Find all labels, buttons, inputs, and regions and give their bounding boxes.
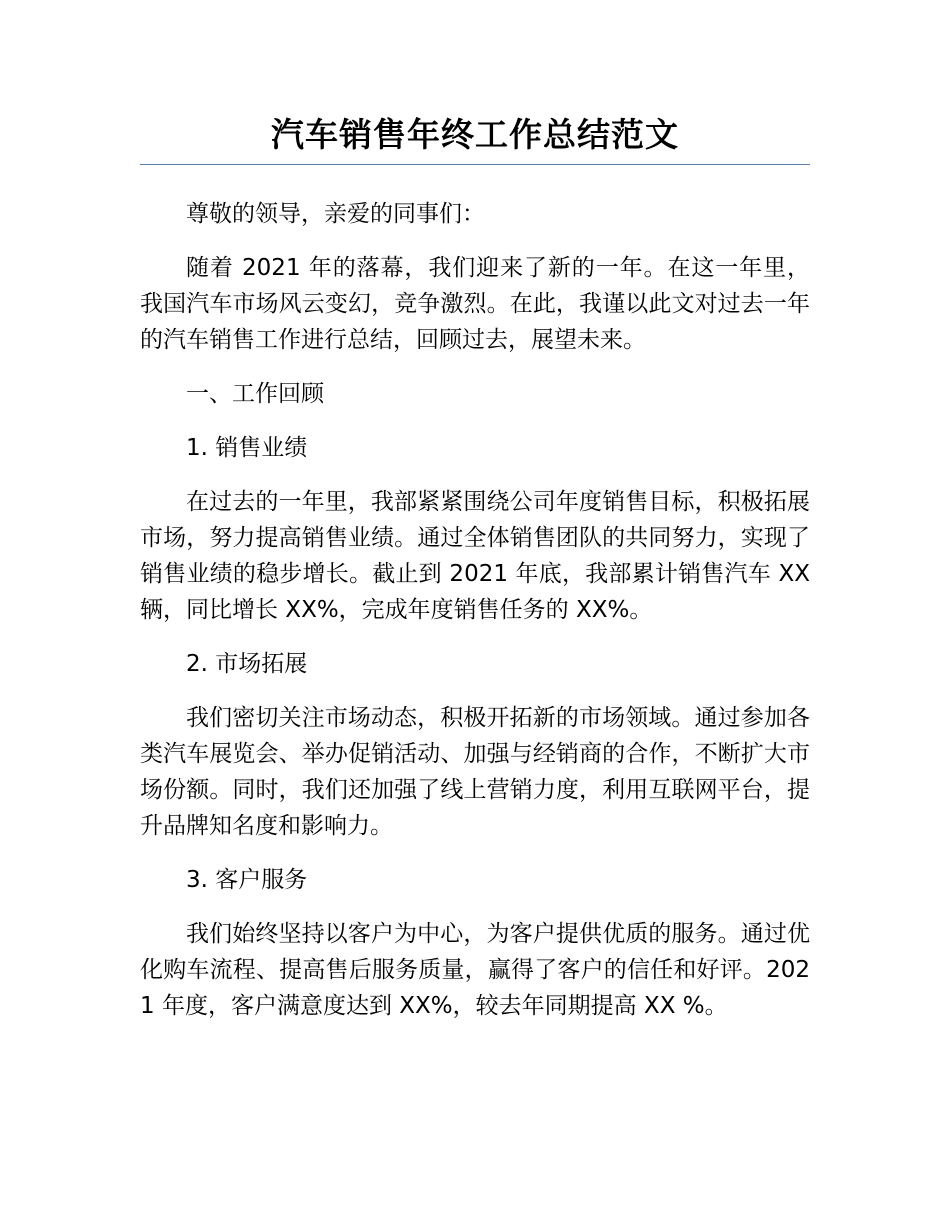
document-title: 汽车销售年终工作总结范文 (271, 115, 679, 154)
subheading-sales-performance: 1. 销售业绩 (186, 435, 308, 461)
title-underline (140, 164, 810, 165)
greeting-paragraph: 尊敬的领导，亲爱的同事们： (186, 201, 485, 227)
subheading-customer-service: 3. 客户服务 (186, 867, 308, 893)
subheading-market-expansion: 2. 市场拓展 (186, 651, 308, 677)
section-heading-work-review: 一、工作回顾 (186, 381, 324, 407)
document-page (140, 0, 810, 1024)
sales-performance-paragraph: 在过去的一年里，我部紧紧围绕公司年度销售目标，积极拓展市场，努力提高销售业绩。通过全体销售团队的共同努力，实现了销售业绩的稳步增长。截止到 2021 年底，我部累计销售汽车 XX 辆，同比增长 XX%，完成年度销售任务的 XX%。 (140, 489, 810, 623)
customer-service-paragraph: 我们始终坚持以客户为中心，为客户提供优质的服务。通过优化购车流程、提高售后服务质量，赢得了客户的信任和好评。2021 年度，客户满意度达到 XX%，较去年同期提高 XX %。 (140, 921, 810, 1019)
market-expansion-paragraph: 我们密切关注市场动态，积极开拓新的市场领域。通过参加各类汽车展览会、举办促销活动、加强与经销商的合作，不断扩大市场份额。同时，我们还加强了线上营销力度，利用互联网平台，提升品牌知名度和影响力。 (140, 705, 810, 839)
intro-paragraph: 随着 2021 年的落幕，我们迎来了新的一年。在这一年里，我国汽车市场风云变幻，竞争激烈。在此，我谨以此文对过去一年的汽车销售工作进行总结，回顾过去，展望未来。 (140, 255, 810, 353)
